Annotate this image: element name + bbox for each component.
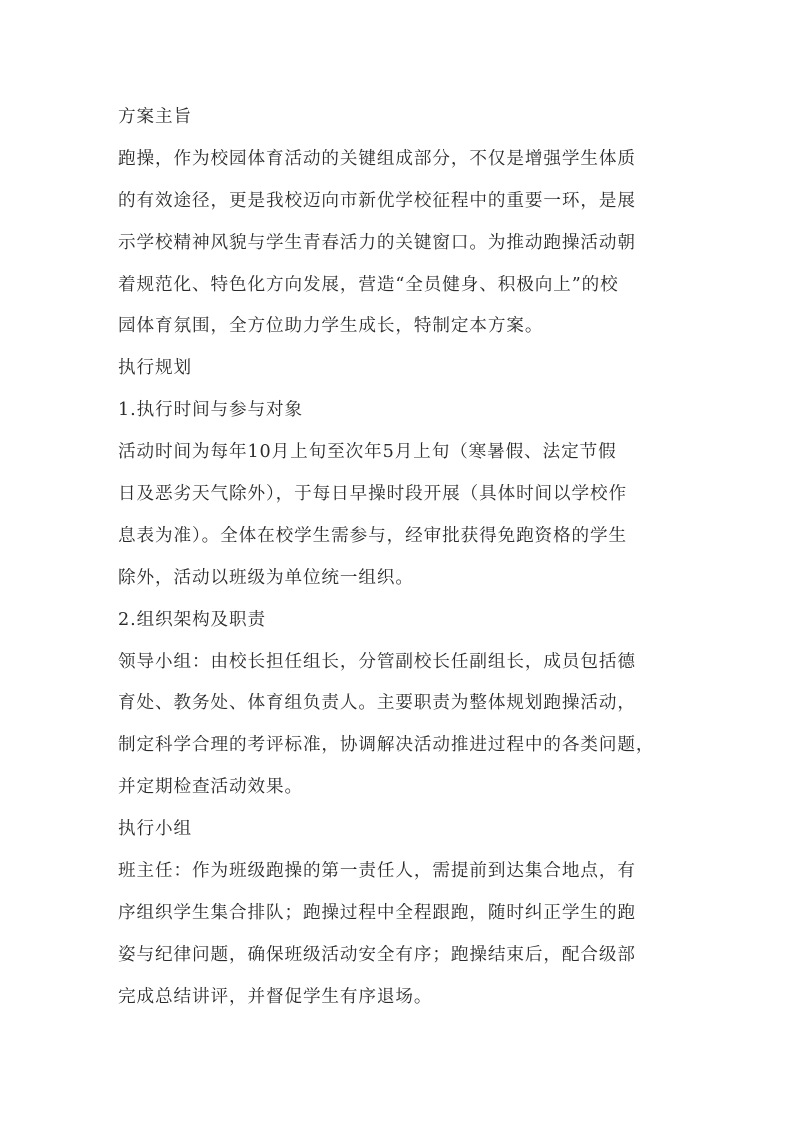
section-heading (118, 397, 698, 439)
paragraph (118, 146, 698, 355)
text-line: 方案主旨 (118, 107, 192, 127)
text-line: 2.组织架构及职责 (118, 609, 267, 630)
text-line: 的有效途径，更是我校迈向市新优学校征程中的重要一环，是展 (118, 190, 636, 211)
text-line: 活动时间为每年10月上旬至次年5月上旬（寒暑假、法定节假 (118, 442, 617, 463)
paragraph (118, 649, 698, 817)
document-page (118, 104, 698, 1026)
text-line: 除外，活动以班级为单位统一组织。 (118, 567, 414, 588)
text-line: 班主任：作为班级跑操的第一责任人，需提前到达集合地点，有 (118, 861, 636, 882)
text-line: 育处、教务处、体育组负责人。主要职责为整体规划跑操活动， (118, 693, 636, 714)
text-line: 姿与纪律问题，确保班级活动安全有序；跑操结束后，配合级部 (118, 944, 636, 965)
text-line: 序组织学生集合排队；跑操过程中全程跟跑，随时纠正学生的跑 (118, 902, 636, 923)
section-heading (118, 816, 698, 858)
text-line: 日及恶劣天气除外），于每日早操时段开展（具体时间以学校作 (118, 484, 628, 505)
text-line: 完成总结讲评，并督促学生有序退场。 (118, 986, 433, 1007)
section-heading (118, 104, 698, 146)
paragraph (118, 858, 698, 1026)
text-line: 示学校精神风貌与学生青春活力的关键窗口。为推动跑操活动朝 (118, 232, 636, 253)
text-line: 1.执行时间与参与对象 (118, 400, 304, 421)
text-line: 领导小组：由校长担任组长，分管副校长任副组长，成员包括德 (118, 651, 636, 672)
text-line: 执行小组 (118, 819, 192, 840)
section-heading (118, 355, 698, 397)
text-line: 制定科学合理的考评标准，协调解决活动推进过程中的各类问题， (118, 735, 655, 756)
paragraph (118, 439, 698, 607)
text-line: 执行规划 (118, 358, 192, 379)
text-line: 并定期检查活动效果。 (118, 777, 303, 798)
text-line: 跑操，作为校园体育活动的关键组成部分，不仅是增强学生体质 (118, 148, 636, 169)
text-line: 着规范化、特色化方向发展，营造“全员健身、积极向上”的校 (118, 274, 619, 295)
text-line: 园体育氛围，全方位助力学生成长，特制定本方案。 (118, 316, 544, 337)
text-line: 息表为准）。全体在校学生需参与，经审批获得免跑资格的学生 (118, 525, 628, 546)
section-heading (118, 607, 698, 649)
